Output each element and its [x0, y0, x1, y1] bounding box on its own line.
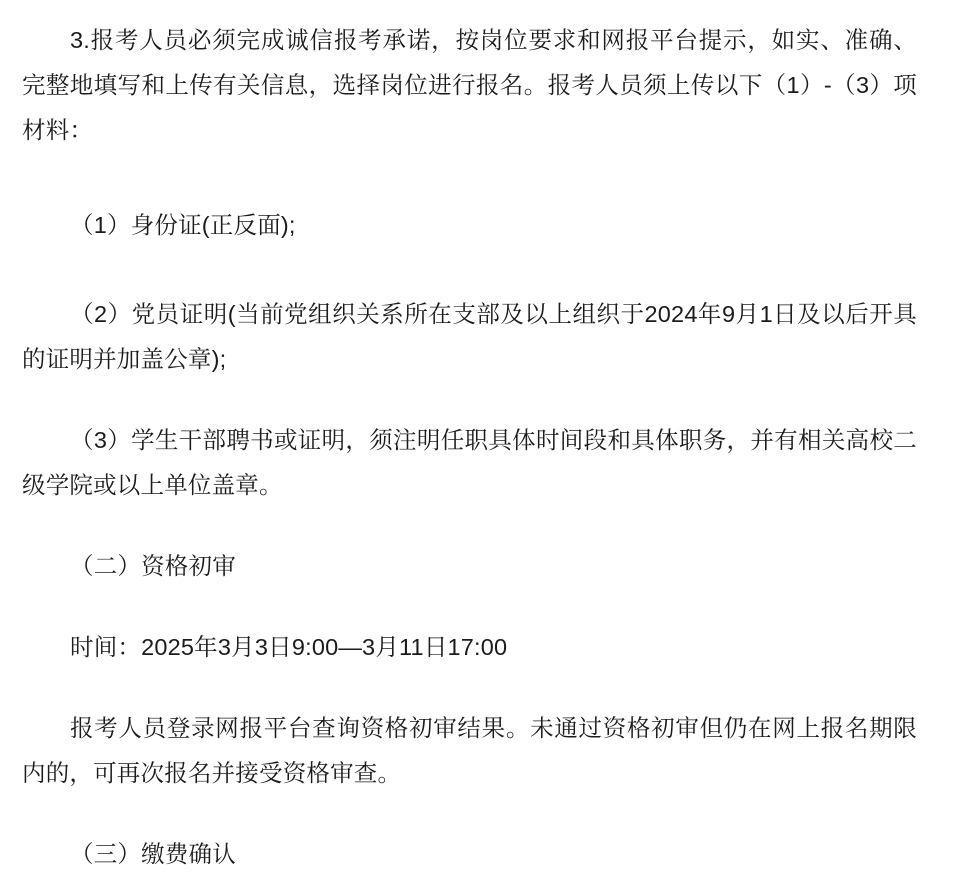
- paragraph-review-description: 报考人员登录网报平台查询资格初审结果。未通过资格初审但仍在网上报名期限内的，可再次报名并接受资格审查。: [22, 715, 917, 786]
- heading-section-3: （三）缴费确认: [70, 841, 236, 867]
- spacer: [22, 508, 917, 544]
- spacer: [22, 382, 917, 418]
- paragraph-material-2: （2）党员证明(当前党组织关系所在支部及以上组织于2024年9月1日及以后开具的证明并加盖公章);: [22, 301, 917, 372]
- paragraph-item-3-requirements: 3.报考人员必须完成诚信报考承诺，按岗位要求和网报平台提示，如实、准确、完整地填写和上传有关信息，选择岗位进行报名。报考人员须上传以下（1）-（3）项材料：: [22, 27, 917, 143]
- heading-section-2: （二）资格初审: [70, 553, 236, 579]
- spacer: [22, 670, 917, 706]
- paragraph-review-time: 时间：2025年3月3日9:00—3月11日17:00: [70, 634, 508, 660]
- spacer: [22, 796, 917, 832]
- paragraph-material-3: （3）学生干部聘书或证明，须注明任职具体时间段和具体职务，并有相关高校二级学院或以上单位盖章。: [22, 427, 917, 498]
- spacer: [22, 589, 917, 625]
- spacer: [22, 248, 917, 292]
- paragraph-material-1: （1）身份证(正反面);: [70, 212, 296, 238]
- spacer: [22, 153, 917, 203]
